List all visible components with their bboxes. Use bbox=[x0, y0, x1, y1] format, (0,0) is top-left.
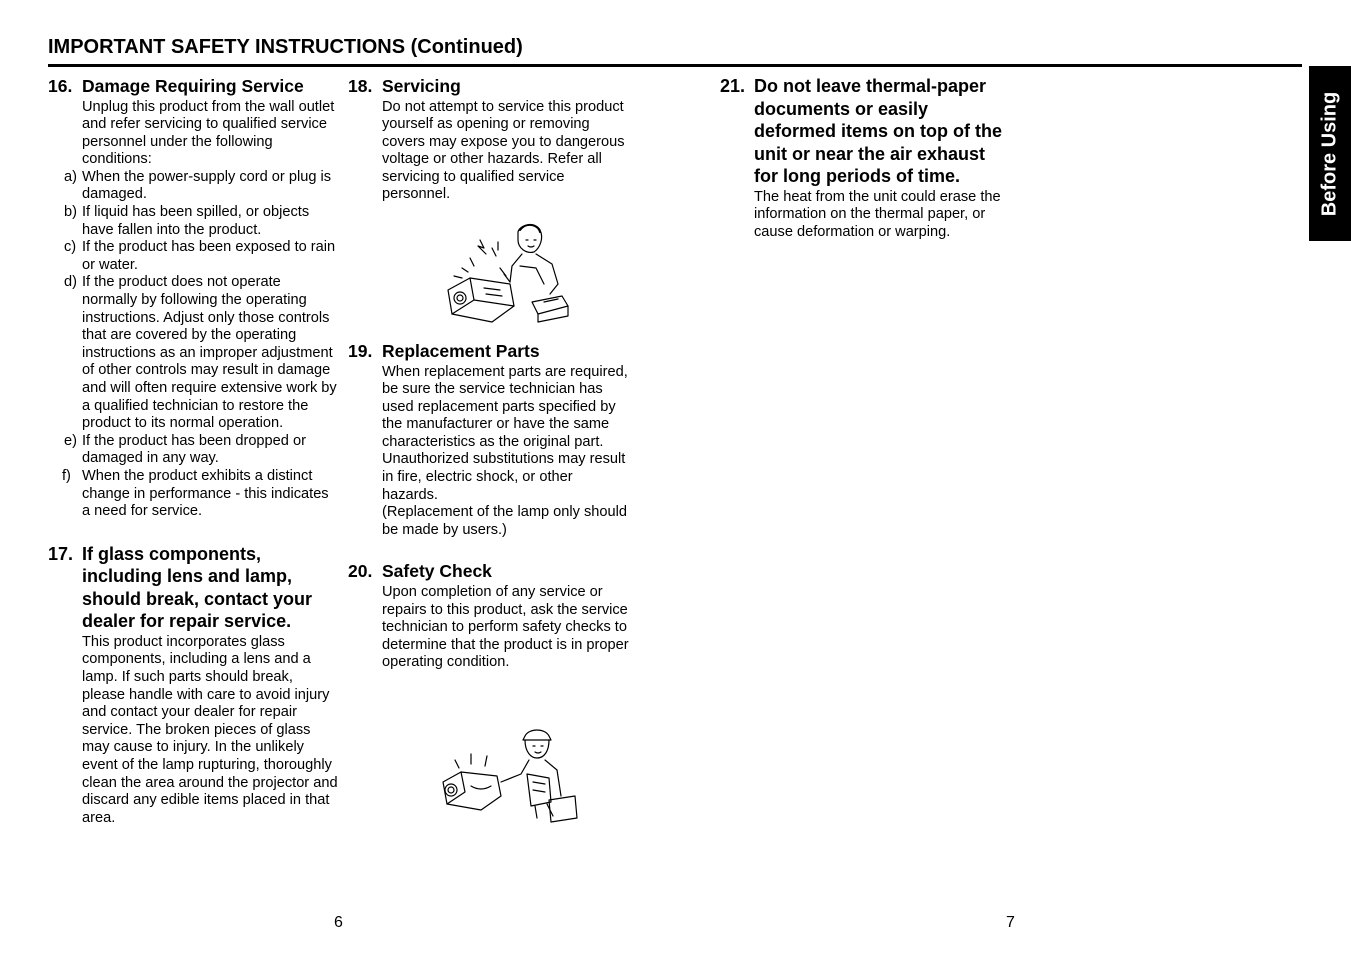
list-item-text: If the product has been exposed to rain or water. bbox=[82, 239, 336, 273]
list-item-letter: c) bbox=[64, 239, 77, 256]
section-17-number: 17. bbox=[48, 543, 74, 564]
section-19-heading bbox=[348, 340, 630, 363]
section-tab bbox=[1309, 66, 1351, 241]
section-20-number: 20. bbox=[348, 561, 373, 582]
list-item-letter: e) bbox=[64, 432, 77, 449]
section-19-title: Replacement Parts bbox=[382, 341, 540, 361]
section-18-number: 18. bbox=[348, 76, 373, 96]
section-18-body: Do not attempt to service this product yourself as opening or removing covers may expose you to dangerous voltage or other hazards. Refer all servicing to qualified service personnel. bbox=[382, 98, 625, 203]
section-21-heading bbox=[720, 75, 1006, 188]
list-item bbox=[48, 239, 338, 274]
section-19-body bbox=[348, 364, 630, 540]
section-21-title: Do not leave thermal-paper documents or easily deformed items on top of the unit or near the air exhaust for long periods of time. bbox=[754, 76, 1003, 186]
technician-servicing-icon bbox=[440, 218, 575, 328]
section-16-title: Damage Requiring Service bbox=[82, 76, 304, 96]
list-item-letter: a) bbox=[64, 168, 77, 185]
section-19-body-text: When replacement parts are required, be sure the service technician has used replacement parts specified by the manufacturer or have the same characteristics as the original part. Unauthorized substitutions may result in fire, electric shock, or other hazards. bbox=[382, 363, 628, 503]
list-item bbox=[48, 204, 338, 239]
section-20-title: Safety Check bbox=[382, 561, 492, 582]
list-item bbox=[48, 433, 338, 468]
section-21-number: 21. bbox=[720, 76, 746, 96]
section-17 bbox=[48, 543, 338, 828]
list-item-letter: b) bbox=[64, 204, 77, 221]
section-18 bbox=[348, 75, 630, 204]
list-item-text: If the product does not operate normally by following the operating instructions. Adjust only those controls that are covered by the operating instructions as an improper adjustment of other controls may result in damage and will often require extensive work by a qualified technician to restore the product to its normal operation. bbox=[82, 274, 337, 432]
column-right bbox=[720, 75, 1006, 241]
list-item bbox=[48, 468, 338, 521]
technician-safety-check-icon bbox=[437, 726, 579, 824]
page-number-left: 6 bbox=[334, 914, 343, 931]
header-divider bbox=[48, 64, 1302, 67]
section-21-body: The heat from the unit could erase the information on the thermal paper, or cause deformation or warping. bbox=[754, 188, 1001, 240]
section-16-conditions bbox=[48, 169, 338, 521]
section-19-number: 19. bbox=[348, 341, 373, 361]
section-16 bbox=[48, 75, 338, 521]
section-16-heading bbox=[48, 75, 338, 98]
list-item bbox=[48, 274, 338, 432]
list-item-text: When the product exhibits a distinct change in performance - this indicates a need for service. bbox=[82, 467, 329, 520]
list-item-text: If liquid has been spilled, or objects have fallen into the product. bbox=[82, 204, 310, 238]
column-middle bbox=[348, 75, 630, 204]
list-item-letter: f) bbox=[62, 467, 71, 484]
list-item-text: When the power-supply cord or plug is damaged. bbox=[82, 168, 332, 203]
section-19 bbox=[348, 340, 630, 539]
page-title: IMPORTANT SAFETY INSTRUCTIONS (Continued) bbox=[48, 36, 523, 58]
section-18-title: Servicing bbox=[382, 76, 461, 96]
section-16-intro: Unplug this product from the wall outlet and refer servicing to qualified service personnel under the following conditions: bbox=[82, 98, 335, 168]
section-17-body: This product incorporates glass components, including a lens and a lamp. If such parts should break, please handle with care to avoid injury and contact your dealer for repair service. The broken pieces of glass may cause to injury. In the unlikely event of the lamp rupturing, thoroughly clean the area around the projector and discard any edible items placed in that area. bbox=[82, 633, 338, 826]
list-item-text: If the product has been dropped or damaged in any way. bbox=[82, 432, 306, 467]
section-tab-label: Before Using bbox=[1318, 91, 1341, 216]
page-number-right: 7 bbox=[1006, 914, 1015, 931]
column-middle-lower bbox=[348, 340, 630, 672]
section-19-note: (Replacement of the lamp only should be made by users.) bbox=[382, 504, 627, 538]
section-16-number: 16. bbox=[48, 76, 73, 96]
section-21 bbox=[720, 75, 1006, 241]
column-left bbox=[48, 75, 338, 827]
section-20-heading bbox=[348, 560, 630, 583]
section-20 bbox=[348, 560, 630, 671]
section-20-body: Upon completion of any service or repairs to this product, ask the service technician to perform safety checks to determine that the product is in proper operating condition. bbox=[382, 583, 629, 671]
section-17-heading bbox=[48, 543, 338, 633]
section-18-heading bbox=[348, 75, 630, 98]
list-item-letter: d) bbox=[64, 274, 77, 291]
section-17-title: If glass components, including lens and lamp, should break, contact your dealer for repair service. bbox=[82, 543, 313, 632]
list-item bbox=[48, 169, 338, 204]
